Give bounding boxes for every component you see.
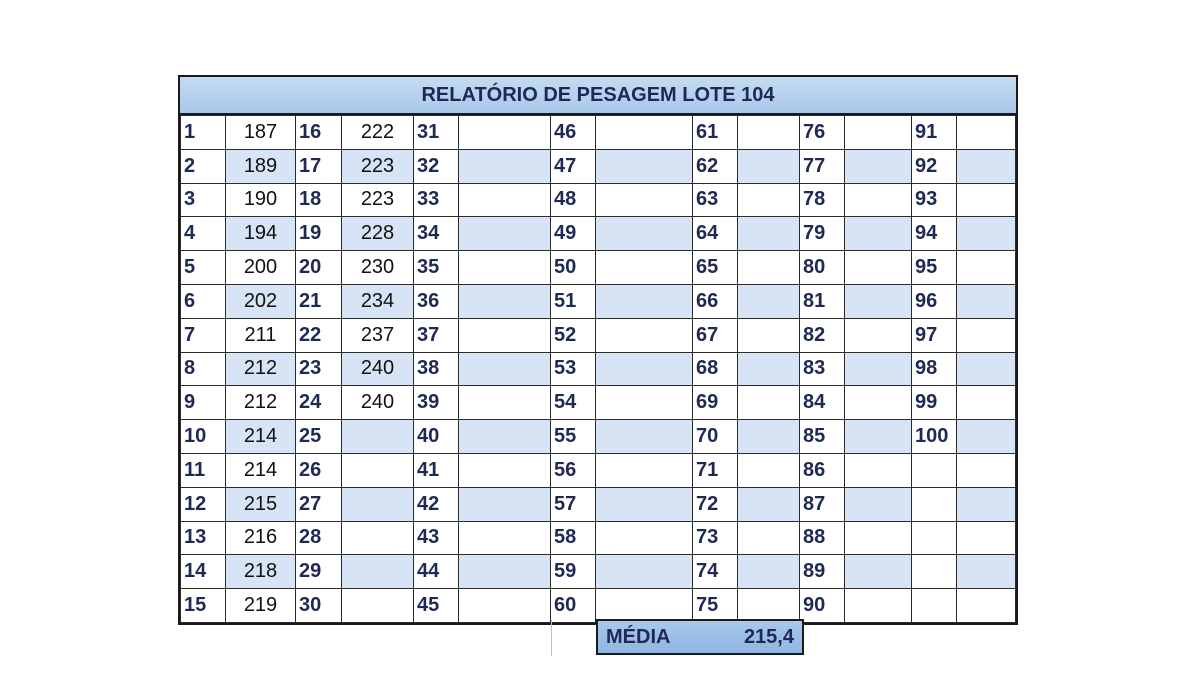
table-row: [181, 149, 1016, 183]
animal-number-cell[interactable]: [912, 521, 957, 555]
animal-number-cell[interactable]: 23: [296, 352, 342, 386]
weight-value-cell[interactable]: 228: [342, 217, 414, 251]
table-row: [181, 386, 1016, 420]
weight-value-cell[interactable]: [738, 116, 800, 150]
animal-number-cell[interactable]: 57: [551, 487, 596, 521]
weight-value-cell[interactable]: [459, 352, 551, 386]
animal-number-cell[interactable]: 55: [551, 420, 596, 454]
animal-number-cell[interactable]: 52: [551, 318, 596, 352]
animal-number-cell[interactable]: 53: [551, 352, 596, 386]
weight-value-cell[interactable]: 212: [226, 352, 296, 386]
animal-number-cell[interactable]: 95: [912, 251, 957, 285]
animal-number-cell[interactable]: 44: [414, 555, 459, 589]
weight-value-cell[interactable]: 223: [342, 183, 414, 217]
animal-number-cell[interactable]: 46: [551, 116, 596, 150]
weight-value-cell[interactable]: [596, 251, 693, 285]
weight-value-cell[interactable]: 187: [226, 116, 296, 150]
animal-number-cell[interactable]: 65: [693, 251, 738, 285]
animal-number-cell[interactable]: 34: [414, 217, 459, 251]
weight-value-cell[interactable]: [459, 555, 551, 589]
animal-number-cell[interactable]: 33: [414, 183, 459, 217]
weight-value-cell[interactable]: 200: [226, 251, 296, 285]
weight-value-cell[interactable]: 219: [226, 589, 296, 623]
weight-value-cell[interactable]: [957, 318, 1016, 352]
animal-number-cell[interactable]: 3: [181, 183, 226, 217]
weight-value-cell[interactable]: [459, 284, 551, 318]
weights-table: [180, 115, 1016, 623]
animal-number-cell[interactable]: 50: [551, 251, 596, 285]
weight-value-cell[interactable]: [596, 487, 693, 521]
animal-number-cell[interactable]: 98: [912, 352, 957, 386]
animal-number-cell[interactable]: 39: [414, 386, 459, 420]
animal-number-cell[interactable]: 6: [181, 284, 226, 318]
animal-number-cell[interactable]: 56: [551, 453, 596, 487]
average-box: [596, 619, 804, 655]
weight-value-cell[interactable]: 190: [226, 183, 296, 217]
weight-value-cell[interactable]: [459, 386, 551, 420]
weight-value-cell[interactable]: [738, 420, 800, 454]
animal-number-cell[interactable]: 100: [912, 420, 957, 454]
weight-value-cell[interactable]: [845, 149, 912, 183]
weight-value-cell[interactable]: [957, 589, 1016, 623]
animal-number-cell[interactable]: 36: [414, 284, 459, 318]
animal-number-cell[interactable]: 71: [693, 453, 738, 487]
weight-value-cell[interactable]: 234: [342, 284, 414, 318]
animal-number-cell[interactable]: 93: [912, 183, 957, 217]
animal-number-cell[interactable]: 66: [693, 284, 738, 318]
weight-value-cell[interactable]: [957, 284, 1016, 318]
animal-number-cell[interactable]: 2: [181, 149, 226, 183]
weight-value-cell[interactable]: [342, 589, 414, 623]
table-row: [181, 284, 1016, 318]
table-row: [181, 453, 1016, 487]
animal-number-cell[interactable]: 26: [296, 453, 342, 487]
weight-value-cell[interactable]: [738, 251, 800, 285]
animal-number-cell[interactable]: 27: [296, 487, 342, 521]
weight-value-cell[interactable]: [342, 453, 414, 487]
weight-value-cell[interactable]: 189: [226, 149, 296, 183]
weight-value-cell[interactable]: [957, 149, 1016, 183]
animal-number-cell[interactable]: 37: [414, 318, 459, 352]
animal-number-cell[interactable]: 48: [551, 183, 596, 217]
animal-number-cell[interactable]: 35: [414, 251, 459, 285]
animal-number-cell[interactable]: 4: [181, 217, 226, 251]
animal-number-cell[interactable]: 72: [693, 487, 738, 521]
average-value: 215,4: [743, 625, 794, 648]
table-row: [181, 420, 1016, 454]
animal-number-cell[interactable]: 78: [800, 183, 845, 217]
animal-number-cell[interactable]: 58: [551, 521, 596, 555]
weight-value-cell[interactable]: [459, 453, 551, 487]
weight-value-cell[interactable]: [459, 116, 551, 150]
table-row: [181, 183, 1016, 217]
animal-number-cell[interactable]: 61: [693, 116, 738, 150]
animal-number-cell[interactable]: 12: [181, 487, 226, 521]
animal-number-cell[interactable]: 89: [800, 555, 845, 589]
weight-value-cell[interactable]: [845, 589, 912, 623]
weight-value-cell[interactable]: [845, 386, 912, 420]
table-row: [181, 251, 1016, 285]
weight-value-cell[interactable]: [738, 386, 800, 420]
weight-value-cell[interactable]: [957, 386, 1016, 420]
weight-value-cell[interactable]: [957, 420, 1016, 454]
animal-number-cell[interactable]: 94: [912, 217, 957, 251]
animal-number-cell[interactable]: 11: [181, 453, 226, 487]
weight-value-cell[interactable]: [845, 453, 912, 487]
weight-value-cell[interactable]: 214: [226, 453, 296, 487]
column-divider-line: [551, 620, 552, 656]
animal-number-cell[interactable]: 32: [414, 149, 459, 183]
average-label: MÉDIA: [606, 625, 671, 648]
animal-number-cell[interactable]: 7: [181, 318, 226, 352]
weight-value-cell[interactable]: 215: [226, 487, 296, 521]
weight-value-cell[interactable]: [342, 487, 414, 521]
animal-number-cell[interactable]: 49: [551, 217, 596, 251]
animal-number-cell[interactable]: 9: [181, 386, 226, 420]
animal-number-cell[interactable]: 38: [414, 352, 459, 386]
weight-value-cell[interactable]: [738, 183, 800, 217]
table-row: [181, 217, 1016, 251]
weight-value-cell[interactable]: 212: [226, 386, 296, 420]
weight-value-cell[interactable]: [957, 116, 1016, 150]
animal-number-cell[interactable]: 59: [551, 555, 596, 589]
animal-number-cell[interactable]: 69: [693, 386, 738, 420]
weight-value-cell[interactable]: [596, 217, 693, 251]
weight-value-cell[interactable]: [738, 149, 800, 183]
weight-value-cell[interactable]: [738, 453, 800, 487]
weight-value-cell[interactable]: [845, 487, 912, 521]
animal-number-cell[interactable]: 28: [296, 521, 342, 555]
weight-value-cell[interactable]: [957, 183, 1016, 217]
table-row: [181, 116, 1016, 150]
animal-number-cell[interactable]: 45: [414, 589, 459, 623]
weight-value-cell[interactable]: [957, 251, 1016, 285]
animal-number-cell[interactable]: 96: [912, 284, 957, 318]
animal-number-cell[interactable]: 1: [181, 116, 226, 150]
animal-number-cell[interactable]: 79: [800, 217, 845, 251]
animal-number-cell[interactable]: 51: [551, 284, 596, 318]
weight-value-cell[interactable]: [738, 318, 800, 352]
animal-number-cell[interactable]: 19: [296, 217, 342, 251]
weight-value-cell[interactable]: [845, 555, 912, 589]
animal-number-cell[interactable]: 86: [800, 453, 845, 487]
weighing-report-sheet: [178, 75, 1018, 625]
weight-value-cell[interactable]: [596, 589, 693, 623]
animal-number-cell[interactable]: 10: [181, 420, 226, 454]
weight-value-cell[interactable]: [845, 318, 912, 352]
weight-value-cell[interactable]: [957, 555, 1016, 589]
animal-number-cell[interactable]: 5: [181, 251, 226, 285]
animal-number-cell[interactable]: 40: [414, 420, 459, 454]
weight-value-cell[interactable]: [459, 251, 551, 285]
animal-number-cell[interactable]: 13: [181, 521, 226, 555]
animal-number-cell[interactable]: 97: [912, 318, 957, 352]
animal-number-cell[interactable]: 17: [296, 149, 342, 183]
weight-value-cell[interactable]: [845, 183, 912, 217]
weight-value-cell[interactable]: [738, 589, 800, 623]
weight-value-cell[interactable]: [342, 521, 414, 555]
animal-number-cell[interactable]: 20: [296, 251, 342, 285]
animal-number-cell[interactable]: 99: [912, 386, 957, 420]
animal-number-cell[interactable]: 70: [693, 420, 738, 454]
table-row: [181, 487, 1016, 521]
weight-value-cell[interactable]: [845, 420, 912, 454]
weight-value-cell[interactable]: 230: [342, 251, 414, 285]
weight-value-cell[interactable]: [596, 149, 693, 183]
weight-value-cell[interactable]: [957, 217, 1016, 251]
weight-value-cell[interactable]: [459, 183, 551, 217]
animal-number-cell[interactable]: 30: [296, 589, 342, 623]
animal-number-cell[interactable]: 84: [800, 386, 845, 420]
table-row: [181, 589, 1016, 623]
animal-number-cell[interactable]: 87: [800, 487, 845, 521]
weight-value-cell[interactable]: [845, 251, 912, 285]
animal-number-cell[interactable]: 85: [800, 420, 845, 454]
weight-value-cell[interactable]: [459, 217, 551, 251]
weight-value-cell[interactable]: [459, 149, 551, 183]
animal-number-cell[interactable]: 31: [414, 116, 459, 150]
weight-value-cell[interactable]: [596, 116, 693, 150]
animal-number-cell[interactable]: 82: [800, 318, 845, 352]
animal-number-cell[interactable]: 77: [800, 149, 845, 183]
weight-value-cell[interactable]: [596, 386, 693, 420]
animal-number-cell[interactable]: [912, 487, 957, 521]
weight-value-cell[interactable]: [738, 487, 800, 521]
weight-value-cell[interactable]: [596, 555, 693, 589]
weight-value-cell[interactable]: [845, 352, 912, 386]
table-row: [181, 352, 1016, 386]
weight-value-cell[interactable]: 216: [226, 521, 296, 555]
animal-number-cell[interactable]: 73: [693, 521, 738, 555]
weight-value-cell[interactable]: 240: [342, 386, 414, 420]
animal-number-cell[interactable]: 54: [551, 386, 596, 420]
animal-number-cell[interactable]: 25: [296, 420, 342, 454]
animal-number-cell[interactable]: [912, 589, 957, 623]
weight-value-cell[interactable]: [596, 453, 693, 487]
weight-value-cell[interactable]: 240: [342, 352, 414, 386]
weight-value-cell[interactable]: [596, 420, 693, 454]
animal-number-cell[interactable]: 14: [181, 555, 226, 589]
animal-number-cell[interactable]: 90: [800, 589, 845, 623]
animal-number-cell[interactable]: 60: [551, 589, 596, 623]
animal-number-cell[interactable]: 67: [693, 318, 738, 352]
animal-number-cell[interactable]: 68: [693, 352, 738, 386]
weight-value-cell[interactable]: 202: [226, 284, 296, 318]
animal-number-cell[interactable]: 29: [296, 555, 342, 589]
weight-value-cell[interactable]: [596, 352, 693, 386]
weight-value-cell[interactable]: 223: [342, 149, 414, 183]
weight-value-cell[interactable]: 218: [226, 555, 296, 589]
weight-value-cell[interactable]: [596, 318, 693, 352]
animal-number-cell[interactable]: 83: [800, 352, 845, 386]
weight-value-cell[interactable]: [845, 217, 912, 251]
weight-value-cell[interactable]: [459, 420, 551, 454]
weight-value-cell[interactable]: [596, 183, 693, 217]
animal-number-cell[interactable]: [912, 555, 957, 589]
animal-number-cell[interactable]: 24: [296, 386, 342, 420]
animal-number-cell[interactable]: 75: [693, 589, 738, 623]
weight-value-cell[interactable]: 214: [226, 420, 296, 454]
weight-value-cell[interactable]: [957, 453, 1016, 487]
animal-number-cell[interactable]: [912, 453, 957, 487]
table-row: [181, 555, 1016, 589]
weight-value-cell[interactable]: [738, 217, 800, 251]
animal-number-cell[interactable]: 22: [296, 318, 342, 352]
animal-number-cell[interactable]: 8: [181, 352, 226, 386]
animal-number-cell[interactable]: 91: [912, 116, 957, 150]
animal-number-cell[interactable]: 81: [800, 284, 845, 318]
weight-value-cell[interactable]: 211: [226, 318, 296, 352]
weight-value-cell[interactable]: [738, 284, 800, 318]
weight-value-cell[interactable]: 222: [342, 116, 414, 150]
weight-value-cell[interactable]: [957, 487, 1016, 521]
animal-number-cell[interactable]: 15: [181, 589, 226, 623]
table-row: [181, 318, 1016, 352]
weight-value-cell[interactable]: [596, 284, 693, 318]
weight-value-cell[interactable]: [596, 521, 693, 555]
animal-number-cell[interactable]: 47: [551, 149, 596, 183]
animal-number-cell[interactable]: 41: [414, 453, 459, 487]
animal-number-cell[interactable]: 62: [693, 149, 738, 183]
weight-value-cell[interactable]: [845, 116, 912, 150]
weight-value-cell[interactable]: [459, 589, 551, 623]
weight-value-cell[interactable]: [957, 521, 1016, 555]
weight-value-cell[interactable]: 194: [226, 217, 296, 251]
weight-value-cell[interactable]: [738, 352, 800, 386]
animal-number-cell[interactable]: 42: [414, 487, 459, 521]
weight-value-cell[interactable]: [845, 521, 912, 555]
animal-number-cell[interactable]: 64: [693, 217, 738, 251]
table-row: [181, 521, 1016, 555]
weight-value-cell[interactable]: 237: [342, 318, 414, 352]
weight-value-cell[interactable]: [957, 352, 1016, 386]
weight-value-cell[interactable]: [342, 555, 414, 589]
animal-number-cell[interactable]: 74: [693, 555, 738, 589]
weight-value-cell[interactable]: [459, 521, 551, 555]
animal-number-cell[interactable]: 88: [800, 521, 845, 555]
weight-value-cell[interactable]: [845, 284, 912, 318]
report-title: RELATÓRIO DE PESAGEM LOTE 104: [180, 77, 1016, 115]
animal-number-cell[interactable]: 21: [296, 284, 342, 318]
weight-value-cell[interactable]: [738, 555, 800, 589]
weight-value-cell[interactable]: [459, 318, 551, 352]
animal-number-cell[interactable]: 16: [296, 116, 342, 150]
weight-value-cell[interactable]: [738, 521, 800, 555]
animal-number-cell[interactable]: 92: [912, 149, 957, 183]
weight-value-cell[interactable]: [459, 487, 551, 521]
animal-number-cell[interactable]: 43: [414, 521, 459, 555]
animal-number-cell[interactable]: 63: [693, 183, 738, 217]
animal-number-cell[interactable]: 76: [800, 116, 845, 150]
animal-number-cell[interactable]: 80: [800, 251, 845, 285]
weight-value-cell[interactable]: [342, 420, 414, 454]
animal-number-cell[interactable]: 18: [296, 183, 342, 217]
